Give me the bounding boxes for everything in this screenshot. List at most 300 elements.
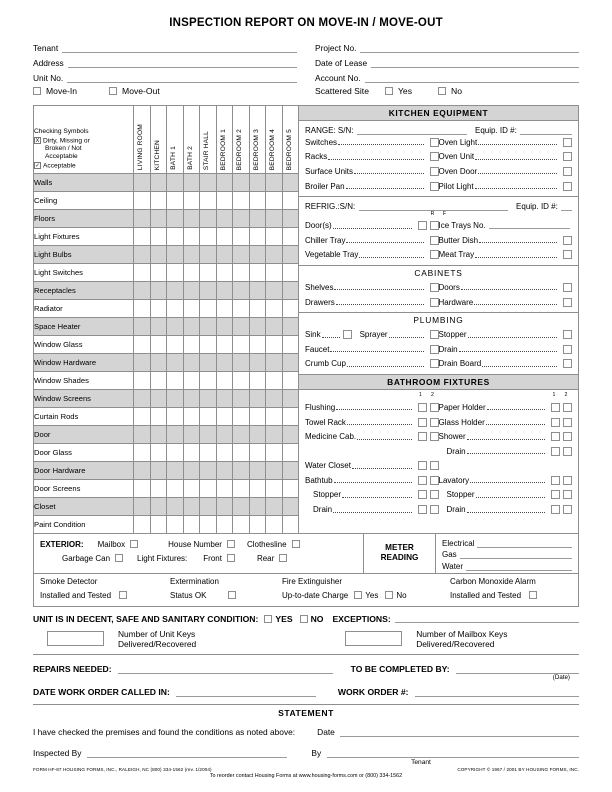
grid-cell[interactable] [216, 282, 233, 300]
grid-cell[interactable] [282, 516, 299, 534]
refrig-serial-row[interactable] [305, 198, 572, 211]
checkbox-condition-no[interactable] [300, 615, 308, 623]
grid-cell[interactable] [200, 264, 217, 282]
grid-cell[interactable] [282, 372, 299, 390]
checkbox-medicine-cab-2[interactable] [430, 432, 439, 441]
grid-cell[interactable] [249, 300, 266, 318]
grid-cell[interactable] [200, 174, 217, 192]
grid-cell[interactable] [167, 282, 184, 300]
checkbox-scattered-yes[interactable] [385, 87, 393, 95]
checkbox-drain-1[interactable] [551, 505, 560, 514]
grid-cell[interactable] [150, 480, 167, 498]
grid-cell[interactable] [200, 444, 217, 462]
checkbox-towel-rack-2[interactable] [430, 418, 439, 427]
grid-cell[interactable] [249, 246, 266, 264]
grid-cell[interactable] [266, 516, 283, 534]
grid-cell[interactable] [233, 174, 250, 192]
field-tenant[interactable] [33, 38, 297, 53]
grid-cell[interactable] [266, 174, 283, 192]
grid-cell[interactable] [216, 174, 233, 192]
grid-cell[interactable] [216, 372, 233, 390]
grid-cell[interactable] [200, 480, 217, 498]
grid-cell[interactable] [134, 318, 151, 336]
grid-cell[interactable] [183, 462, 200, 480]
checkbox-shower-2[interactable] [563, 432, 572, 441]
grid-cell[interactable] [200, 516, 217, 534]
grid-cell[interactable] [150, 192, 167, 210]
checkbox-cabinet-hardware[interactable] [563, 298, 572, 307]
grid-cell[interactable] [150, 318, 167, 336]
grid-cell[interactable] [150, 264, 167, 282]
checkbox-water-closet-1[interactable] [418, 461, 427, 470]
grid-cell[interactable] [249, 192, 266, 210]
grid-cell[interactable] [216, 264, 233, 282]
grid-cell[interactable] [216, 336, 233, 354]
grid-cell[interactable] [282, 300, 299, 318]
work-order-input[interactable] [415, 687, 579, 697]
grid-cell[interactable] [216, 210, 233, 228]
grid-cell[interactable] [150, 228, 167, 246]
grid-cell[interactable] [134, 336, 151, 354]
grid-cell[interactable] [233, 462, 250, 480]
grid-cell[interactable] [266, 282, 283, 300]
checkbox-fire-yes[interactable] [354, 591, 362, 599]
grid-cell[interactable] [249, 228, 266, 246]
grid-cell[interactable] [216, 498, 233, 516]
grid-cell[interactable] [282, 192, 299, 210]
checkbox-bathtub-2[interactable] [430, 476, 439, 485]
grid-cell[interactable] [266, 498, 283, 516]
grid-cell[interactable] [249, 336, 266, 354]
grid-cell[interactable] [183, 210, 200, 228]
checkbox-glass-holder-2[interactable] [563, 418, 572, 427]
grid-cell[interactable] [233, 336, 250, 354]
grid-cell[interactable] [266, 390, 283, 408]
grid-cell[interactable] [183, 336, 200, 354]
checkbox-carbon-monoxide[interactable] [529, 591, 537, 599]
grid-cell[interactable] [150, 390, 167, 408]
grid-cell[interactable] [167, 408, 184, 426]
grid-cell[interactable] [134, 498, 151, 516]
checkbox-bathtub-1[interactable] [418, 476, 427, 485]
grid-cell[interactable] [167, 498, 184, 516]
grid-cell[interactable] [266, 300, 283, 318]
grid-cell[interactable] [216, 390, 233, 408]
grid-cell[interactable] [233, 408, 250, 426]
grid-cell[interactable] [266, 462, 283, 480]
grid-cell[interactable] [282, 498, 299, 516]
grid-cell[interactable] [167, 516, 184, 534]
grid-cell[interactable] [216, 516, 233, 534]
grid-cell[interactable] [233, 372, 250, 390]
checkbox-paper-holder-2[interactable] [563, 403, 572, 412]
grid-cell[interactable] [183, 408, 200, 426]
grid-cell[interactable] [134, 174, 151, 192]
grid-cell[interactable] [216, 228, 233, 246]
unit-keys-input[interactable] [47, 631, 104, 646]
grid-cell[interactable] [134, 408, 151, 426]
grid-cell[interactable] [134, 282, 151, 300]
grid-cell[interactable] [249, 516, 266, 534]
grid-cell[interactable] [167, 264, 184, 282]
field-account-no-input[interactable] [365, 74, 579, 83]
grid-cell[interactable] [233, 246, 250, 264]
checkbox-lavatory-1[interactable] [551, 476, 560, 485]
checkbox-condition-yes[interactable] [264, 615, 272, 623]
checkbox-sprayer[interactable] [430, 330, 439, 339]
grid-cell[interactable] [216, 354, 233, 372]
grid-cell[interactable] [266, 318, 283, 336]
grid-cell[interactable] [249, 318, 266, 336]
grid-cell[interactable] [167, 390, 184, 408]
grid-cell[interactable] [200, 390, 217, 408]
grid-cell[interactable] [150, 300, 167, 318]
grid-cell[interactable] [167, 210, 184, 228]
grid-cell[interactable] [134, 426, 151, 444]
field-address[interactable] [33, 53, 297, 68]
checkbox-doors-f[interactable] [430, 221, 439, 230]
grid-cell[interactable] [216, 318, 233, 336]
meter-gas[interactable] [442, 548, 572, 560]
grid-cell[interactable] [266, 336, 283, 354]
grid-cell[interactable] [282, 246, 299, 264]
checkbox-oven-unit[interactable] [563, 152, 572, 161]
grid-cell[interactable] [233, 444, 250, 462]
checkbox-smoke-detector[interactable] [119, 591, 127, 599]
checkbox-cabinet-doors[interactable] [563, 283, 572, 292]
grid-cell[interactable] [266, 372, 283, 390]
grid-cell[interactable] [150, 444, 167, 462]
refrig-equip-input[interactable] [561, 202, 572, 211]
meter-gas-input[interactable] [460, 551, 572, 559]
checkbox-plumbing-drain[interactable] [563, 345, 572, 354]
grid-cell[interactable] [282, 408, 299, 426]
checkbox-butter-dish[interactable] [563, 236, 572, 245]
grid-cell[interactable] [249, 372, 266, 390]
date-called-input[interactable] [176, 687, 316, 697]
grid-cell[interactable] [200, 354, 217, 372]
grid-cell[interactable] [282, 318, 299, 336]
grid-cell[interactable] [134, 372, 151, 390]
checkbox-extermination[interactable] [228, 591, 236, 599]
grid-cell[interactable] [282, 210, 299, 228]
field-address-input[interactable] [68, 59, 297, 68]
grid-cell[interactable] [150, 498, 167, 516]
grid-cell[interactable] [233, 480, 250, 498]
grid-cell[interactable] [200, 210, 217, 228]
grid-cell[interactable] [282, 228, 299, 246]
grid-cell[interactable] [183, 282, 200, 300]
grid-cell[interactable] [233, 390, 250, 408]
grid-cell[interactable] [167, 372, 184, 390]
checkbox-broiler-pan[interactable] [430, 182, 439, 191]
grid-cell[interactable] [134, 390, 151, 408]
checkbox-drain-2[interactable] [430, 505, 439, 514]
grid-cell[interactable] [249, 390, 266, 408]
field-account-no[interactable] [315, 68, 579, 83]
checkbox-doors-r[interactable] [418, 221, 427, 230]
grid-cell[interactable] [150, 462, 167, 480]
grid-cell[interactable] [249, 282, 266, 300]
grid-cell[interactable] [134, 480, 151, 498]
checkbox-water-closet-2[interactable] [430, 461, 439, 470]
grid-cell[interactable] [134, 516, 151, 534]
grid-cell[interactable] [167, 228, 184, 246]
grid-cell[interactable] [233, 300, 250, 318]
statement-date-input[interactable] [340, 727, 579, 737]
checkbox-surface-units[interactable] [430, 167, 439, 176]
checkbox-stopper-2[interactable] [430, 490, 439, 499]
grid-cell[interactable] [134, 462, 151, 480]
grid-cell[interactable] [183, 228, 200, 246]
grid-cell[interactable] [233, 192, 250, 210]
meter-water[interactable] [442, 559, 572, 571]
checkbox-crumb-cup[interactable] [430, 359, 439, 368]
range-serial-input[interactable] [357, 126, 467, 135]
refrig-serial-input[interactable] [359, 202, 508, 211]
grid-cell[interactable] [150, 174, 167, 192]
grid-cell[interactable] [249, 408, 266, 426]
grid-cell[interactable] [183, 498, 200, 516]
checkbox-move-out[interactable] [109, 87, 117, 95]
checkbox-drain-2[interactable] [563, 447, 572, 456]
checkbox-faucet[interactable] [430, 345, 439, 354]
checkbox-front-light[interactable] [227, 554, 235, 562]
grid-cell[interactable] [233, 282, 250, 300]
grid-cell[interactable] [266, 408, 283, 426]
by-input[interactable] [327, 748, 579, 758]
grid-cell[interactable] [167, 462, 184, 480]
grid-cell[interactable] [150, 210, 167, 228]
checkbox-chiller-tray[interactable] [430, 236, 439, 245]
grid-cell[interactable] [282, 282, 299, 300]
mailbox-keys-input[interactable] [345, 631, 402, 646]
grid-cell[interactable] [216, 408, 233, 426]
grid-cell[interactable] [282, 426, 299, 444]
grid-cell[interactable] [150, 354, 167, 372]
checkbox-rear-light[interactable] [279, 554, 287, 562]
grid-cell[interactable] [266, 210, 283, 228]
checkbox-oven-door[interactable] [563, 167, 572, 176]
grid-cell[interactable] [200, 300, 217, 318]
grid-cell[interactable] [249, 444, 266, 462]
grid-cell[interactable] [134, 210, 151, 228]
grid-cell[interactable] [167, 480, 184, 498]
grid-cell[interactable] [150, 516, 167, 534]
grid-cell[interactable] [282, 444, 299, 462]
checkbox-house-number[interactable] [227, 540, 235, 548]
grid-cell[interactable] [167, 192, 184, 210]
checkbox-oven-light[interactable] [563, 138, 572, 147]
checkbox-drain-1[interactable] [551, 447, 560, 456]
grid-cell[interactable] [134, 192, 151, 210]
grid-cell[interactable] [216, 426, 233, 444]
checkbox-shelves[interactable] [430, 283, 439, 292]
grid-cell[interactable] [216, 462, 233, 480]
checkbox-plumbing-stopper[interactable] [563, 330, 572, 339]
grid-cell[interactable] [167, 174, 184, 192]
grid-cell[interactable] [200, 246, 217, 264]
grid-cell[interactable] [167, 300, 184, 318]
field-date-of-lease[interactable] [315, 53, 579, 68]
grid-cell[interactable] [200, 336, 217, 354]
checkbox-flushing-1[interactable] [418, 403, 427, 412]
checkbox-garbage-can[interactable] [115, 554, 123, 562]
checkbox-shower-1[interactable] [551, 432, 560, 441]
grid-cell[interactable] [134, 228, 151, 246]
grid-cell[interactable] [183, 390, 200, 408]
grid-cell[interactable] [282, 462, 299, 480]
field-tenant-input[interactable] [62, 44, 297, 53]
grid-cell[interactable] [150, 426, 167, 444]
grid-cell[interactable] [134, 246, 151, 264]
grid-cell[interactable] [282, 354, 299, 372]
field-project-no-input[interactable] [360, 44, 579, 53]
grid-cell[interactable] [266, 264, 283, 282]
grid-cell[interactable] [216, 300, 233, 318]
checkbox-paper-holder-1[interactable] [551, 403, 560, 412]
grid-cell[interactable] [249, 210, 266, 228]
grid-cell[interactable] [150, 246, 167, 264]
grid-cell[interactable] [183, 516, 200, 534]
grid-cell[interactable] [266, 444, 283, 462]
grid-cell[interactable] [266, 480, 283, 498]
grid-cell[interactable] [233, 228, 250, 246]
checkbox-clothesline[interactable] [292, 540, 300, 548]
grid-cell[interactable] [183, 192, 200, 210]
grid-cell[interactable] [183, 426, 200, 444]
grid-cell[interactable] [249, 426, 266, 444]
checkbox-switches[interactable] [430, 138, 439, 147]
grid-cell[interactable] [183, 444, 200, 462]
exceptions-input[interactable] [395, 614, 579, 623]
grid-cell[interactable] [216, 192, 233, 210]
grid-cell[interactable] [233, 516, 250, 534]
grid-cell[interactable] [150, 408, 167, 426]
grid-cell[interactable] [150, 372, 167, 390]
grid-cell[interactable] [233, 264, 250, 282]
grid-cell[interactable] [183, 354, 200, 372]
grid-cell[interactable] [183, 174, 200, 192]
grid-cell[interactable] [249, 480, 266, 498]
grid-cell[interactable] [200, 318, 217, 336]
grid-cell[interactable] [233, 426, 250, 444]
checkbox-racks[interactable] [430, 152, 439, 161]
grid-cell[interactable] [134, 300, 151, 318]
grid-cell[interactable] [216, 480, 233, 498]
grid-cell[interactable] [282, 264, 299, 282]
grid-cell[interactable] [249, 354, 266, 372]
grid-cell[interactable] [183, 300, 200, 318]
checkbox-meat-tray[interactable] [563, 250, 572, 259]
grid-cell[interactable] [183, 480, 200, 498]
grid-cell[interactable] [233, 318, 250, 336]
grid-cell[interactable] [150, 282, 167, 300]
grid-cell[interactable] [200, 426, 217, 444]
field-unit-no[interactable] [33, 68, 297, 83]
grid-cell[interactable] [282, 336, 299, 354]
grid-cell[interactable] [282, 174, 299, 192]
checkbox-drain-2[interactable] [563, 505, 572, 514]
checkbox-scattered-no[interactable] [438, 87, 446, 95]
grid-cell[interactable] [134, 444, 151, 462]
checkbox-flushing-2[interactable] [430, 403, 439, 412]
range-serial-row[interactable] [305, 122, 572, 135]
checkbox-lavatory-2[interactable] [563, 476, 572, 485]
ice-trays-input[interactable] [489, 221, 570, 229]
grid-cell[interactable] [200, 408, 217, 426]
grid-cell[interactable] [183, 372, 200, 390]
grid-cell[interactable] [183, 318, 200, 336]
grid-cell[interactable] [249, 498, 266, 516]
grid-cell[interactable] [134, 354, 151, 372]
inspected-by-input[interactable] [87, 748, 287, 758]
grid-cell[interactable] [282, 390, 299, 408]
grid-cell[interactable] [167, 354, 184, 372]
grid-cell[interactable] [216, 444, 233, 462]
grid-cell[interactable] [183, 246, 200, 264]
repairs-needed-input[interactable] [118, 664, 333, 674]
grid-cell[interactable] [167, 336, 184, 354]
grid-cell[interactable] [249, 462, 266, 480]
checkbox-vegetable-tray[interactable] [430, 250, 439, 259]
checkbox-stopper-1[interactable] [418, 490, 427, 499]
grid-cell[interactable] [134, 264, 151, 282]
grid-cell[interactable] [167, 318, 184, 336]
meter-water-input[interactable] [466, 563, 572, 571]
grid-cell[interactable] [266, 228, 283, 246]
checkbox-move-in[interactable] [33, 87, 41, 95]
grid-cell[interactable] [200, 228, 217, 246]
grid-cell[interactable] [167, 444, 184, 462]
checkbox-drain-board[interactable] [563, 359, 572, 368]
checkbox-mailbox[interactable] [130, 540, 138, 548]
grid-cell[interactable] [200, 372, 217, 390]
checkbox-drawers[interactable] [430, 298, 439, 307]
grid-cell[interactable] [233, 354, 250, 372]
meter-electrical-input[interactable] [477, 540, 572, 548]
field-project-no[interactable] [315, 38, 579, 53]
grid-cell[interactable] [266, 426, 283, 444]
checkbox-glass-holder-1[interactable] [551, 418, 560, 427]
checkbox-sink[interactable] [343, 330, 352, 339]
checkbox-stopper-1[interactable] [551, 490, 560, 499]
grid-cell[interactable] [266, 246, 283, 264]
grid-cell[interactable] [150, 336, 167, 354]
to-be-completed-input[interactable] [456, 664, 579, 674]
meter-electrical[interactable] [442, 536, 572, 548]
checkbox-drain-1[interactable] [418, 505, 427, 514]
grid-cell[interactable] [200, 192, 217, 210]
grid-cell[interactable] [249, 174, 266, 192]
grid-cell[interactable] [216, 246, 233, 264]
checkbox-pilot-light[interactable] [563, 182, 572, 191]
grid-cell[interactable] [282, 480, 299, 498]
checkbox-towel-rack-1[interactable] [418, 418, 427, 427]
grid-cell[interactable] [167, 426, 184, 444]
grid-cell[interactable] [200, 498, 217, 516]
grid-cell[interactable] [200, 282, 217, 300]
grid-cell[interactable] [167, 246, 184, 264]
checkbox-medicine-cab-1[interactable] [418, 432, 427, 441]
grid-cell[interactable] [249, 264, 266, 282]
grid-cell[interactable] [183, 264, 200, 282]
checkbox-fire-no[interactable] [385, 591, 393, 599]
grid-cell[interactable] [200, 462, 217, 480]
grid-cell[interactable] [233, 210, 250, 228]
field-unit-no-input[interactable] [67, 74, 297, 83]
grid-cell[interactable] [266, 354, 283, 372]
